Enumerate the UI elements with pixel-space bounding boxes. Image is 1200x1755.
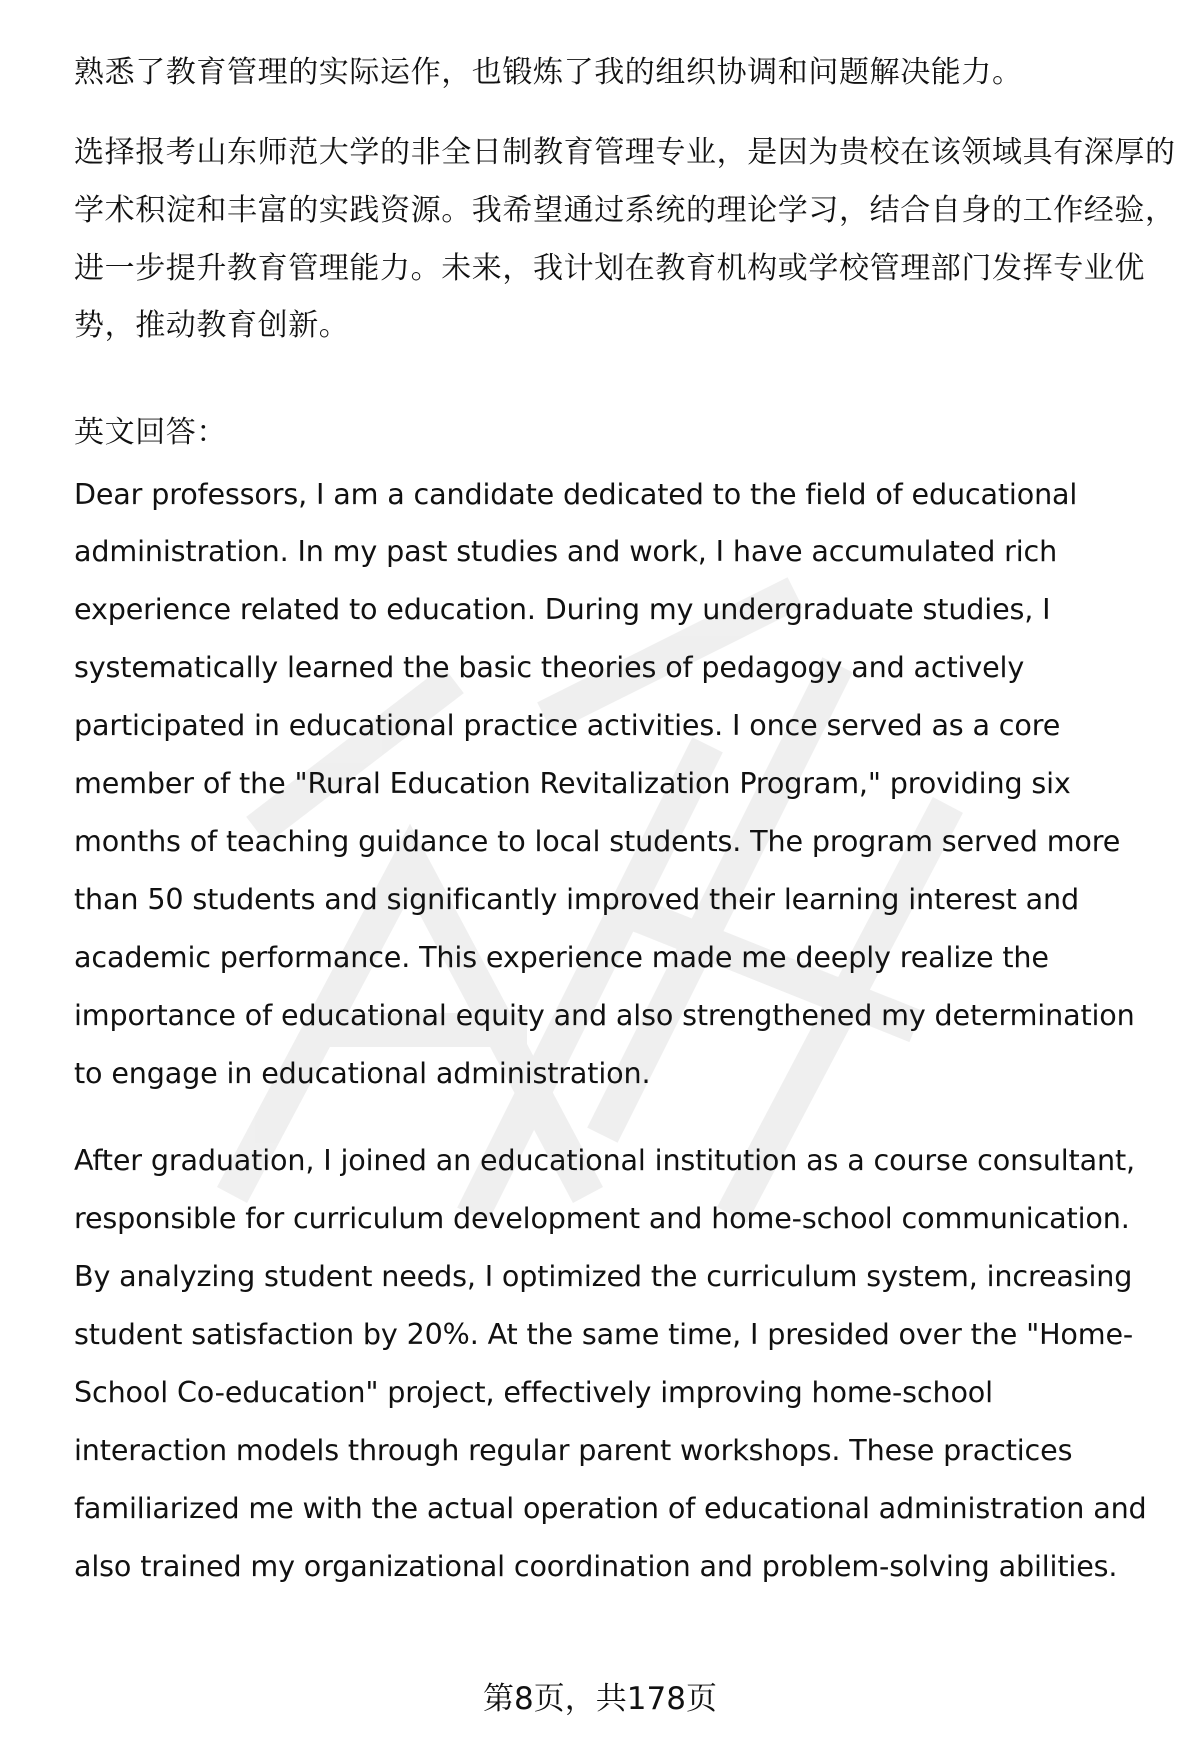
- text-line: experience related to education. During my undergraduate studies, I: [74, 592, 1051, 626]
- text-line: 学术积淀和丰富的实践资源。我希望通过系统的理论学习，结合自身的工作经验，: [74, 193, 1176, 228]
- text-line: to engage in educational administration.: [74, 1056, 651, 1090]
- text-line: interaction models through regular parent workshops. These practices: [74, 1433, 1073, 1467]
- text-line: School Co-education" project, effectively improving home-school: [74, 1375, 993, 1409]
- text-line: participated in educational practice activities. I once served as a core: [74, 708, 1061, 742]
- text-line: 熟悉了教育管理的实际运作，也锻炼了我的组织协调和问题解决能力。: [74, 55, 1023, 90]
- text-line: student satisfaction by 20%. At the same time, I presided over the "Home-: [74, 1317, 1134, 1351]
- section-heading: 英文回答：: [74, 415, 227, 450]
- text-line: 选择报考山东师范大学的非全日制教育管理专业，是因为贵校在该领域具有深厚的: [74, 135, 1176, 170]
- text-line: Dear professors, I am a candidate dedicated to the field of educational: [74, 477, 1078, 511]
- text-line: By analyzing student needs, I optimized the curriculum system, increasing: [74, 1259, 1133, 1293]
- text-line: administration. In my past studies and work, I have accumulated rich: [74, 534, 1058, 568]
- text-line: also trained my organizational coordination and problem-solving abilities.: [74, 1549, 1118, 1583]
- text-line: than 50 students and significantly improved their learning interest and: [74, 882, 1080, 916]
- text-line: 势，推动教育创新。: [74, 308, 350, 343]
- text-line: months of teaching guidance to local students. The program served more: [74, 824, 1121, 858]
- text-line: importance of educational equity and also strengthened my determination: [74, 998, 1135, 1032]
- page-number-footer: 第8页，共178页: [483, 1681, 717, 1717]
- text-line: academic performance. This experience made me deeply realize the: [74, 940, 1049, 974]
- text-line: 进一步提升教育管理能力。未来，我计划在教育机构或学校管理部门发挥专业优: [74, 251, 1145, 286]
- text-line: systematically learned the basic theories of pedagogy and actively: [74, 650, 1025, 684]
- text-line: responsible for curriculum development and home-school communication.: [74, 1201, 1130, 1235]
- text-line: familiarized me with the actual operation of educational administration and: [74, 1491, 1147, 1525]
- text-line: After graduation, I joined an educational institution as a course consultant,: [74, 1143, 1135, 1177]
- text-line: member of the "Rural Education Revitalization Program," providing six: [74, 766, 1071, 800]
